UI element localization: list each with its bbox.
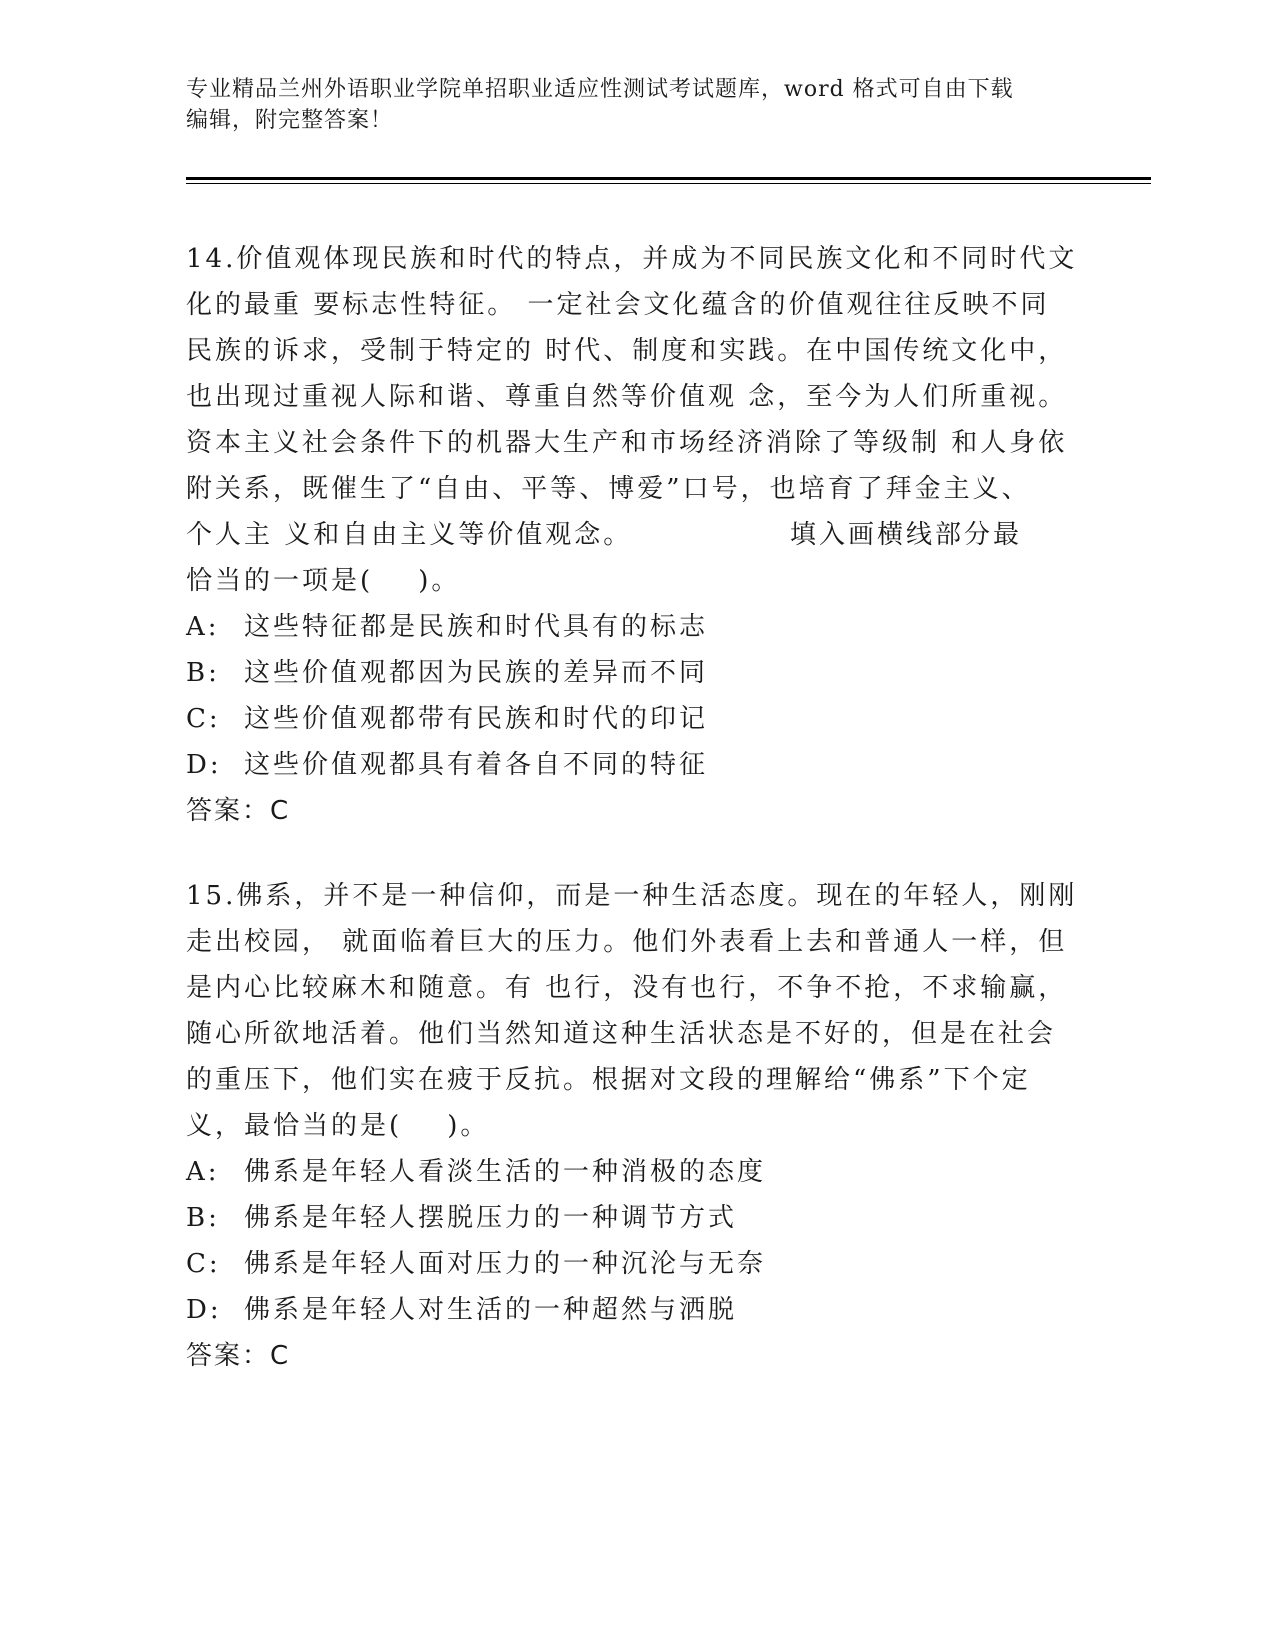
- question-text-line: 民族的诉求，受制于特定的 时代、制度和实践。在中国传统文化中，: [186, 336, 1068, 366]
- question-text-line: 14.价值观体现民族和时代的特点，并成为不同民族文化和不同时代文: [186, 244, 1078, 274]
- document-header: [186, 74, 1106, 136]
- question-14: [186, 236, 1086, 834]
- answer-line: 答案：C: [186, 1341, 291, 1371]
- option-letter: C:: [186, 1249, 221, 1279]
- question-text-line: 的重压下，他们实在疲于反抗。根据对文段的理解给“佛系”下个定: [186, 1065, 1031, 1095]
- question-text-line: 个人主 义和自由主义等价值观念。 填入画横线部分最: [186, 520, 1022, 550]
- option-text: 佛系是年轻人摆脱压力的一种调节方式: [244, 1203, 738, 1233]
- question-text-line: 15.佛系，并不是一种信仰，而是一种生活态度。现在的年轻人，刚刚: [186, 881, 1078, 911]
- question-text-line: 化的最重 要标志性特征。 一定社会文化蕴含的价值观往往反映不同: [186, 290, 1050, 320]
- option-letter: B:: [186, 1203, 220, 1233]
- option-letter: C:: [186, 704, 221, 734]
- option-text: 佛系是年轻人面对压力的一种沉沦与无奈: [244, 1249, 767, 1279]
- question-text-line: 随心所欲地活着。他们当然知道这种生活状态是不好的，但是在社会: [186, 1019, 1057, 1049]
- option-text: 这些价值观都带有民族和时代的印记: [244, 704, 709, 734]
- header-divider-thick: [186, 177, 1151, 180]
- option-letter: B:: [186, 658, 220, 688]
- question-15: [186, 873, 1086, 1379]
- header-line-1: 专业精品兰州外语职业学院单招职业适应性测试考试题库，word 格式可自由下载: [186, 77, 1014, 102]
- question-text-line: 附关系，既催生了“自由、平等、博爱”口号，也培育了拜金主义、: [186, 474, 1031, 504]
- option-a: [186, 604, 1086, 650]
- answer-line: 答案：C: [186, 796, 291, 826]
- option-c: [186, 696, 1086, 742]
- header-line-2: 编辑，附完整答案！: [186, 108, 394, 133]
- option-letter: A:: [186, 1157, 220, 1187]
- option-text: 佛系是年轻人对生活的一种超然与洒脱: [244, 1295, 738, 1325]
- option-letter: D:: [186, 1295, 222, 1325]
- option-letter: A:: [186, 612, 220, 642]
- question-text-line: 也出现过重视人际和谐、尊重自然等价值观 念，至今为人们所重视。: [186, 382, 1068, 412]
- option-b: [186, 1195, 1086, 1241]
- option-text: 佛系是年轻人看淡生活的一种消极的态度: [244, 1157, 767, 1187]
- option-d: [186, 742, 1086, 788]
- header-divider-thin: [186, 183, 1151, 184]
- option-letter: D:: [186, 750, 222, 780]
- question-text-line: 义，最恰当的是( )。: [186, 1111, 490, 1141]
- option-d: [186, 1287, 1086, 1333]
- option-text: 这些特征都是民族和时代具有的标志: [244, 612, 709, 642]
- option-text: 这些价值观都因为民族的差异而不同: [244, 658, 709, 688]
- question-text-line: 资本主义社会条件下的机器大生产和市场经济消除了等级制 和人身依: [186, 428, 1068, 458]
- option-c: [186, 1241, 1086, 1287]
- option-a: [186, 1149, 1086, 1195]
- question-text-line: 走出校园， 就面临着巨大的压力。他们外表看上去和普通人一样，但: [186, 927, 1068, 957]
- option-text: 这些价值观都具有着各自不同的特征: [244, 750, 709, 780]
- option-b: [186, 650, 1086, 696]
- question-text-line: 是内心比较麻木和随意。有 也行，没有也行，不争不抢，不求输赢，: [186, 973, 1068, 1003]
- question-text-line: 恰当的一项是( )。: [186, 566, 461, 596]
